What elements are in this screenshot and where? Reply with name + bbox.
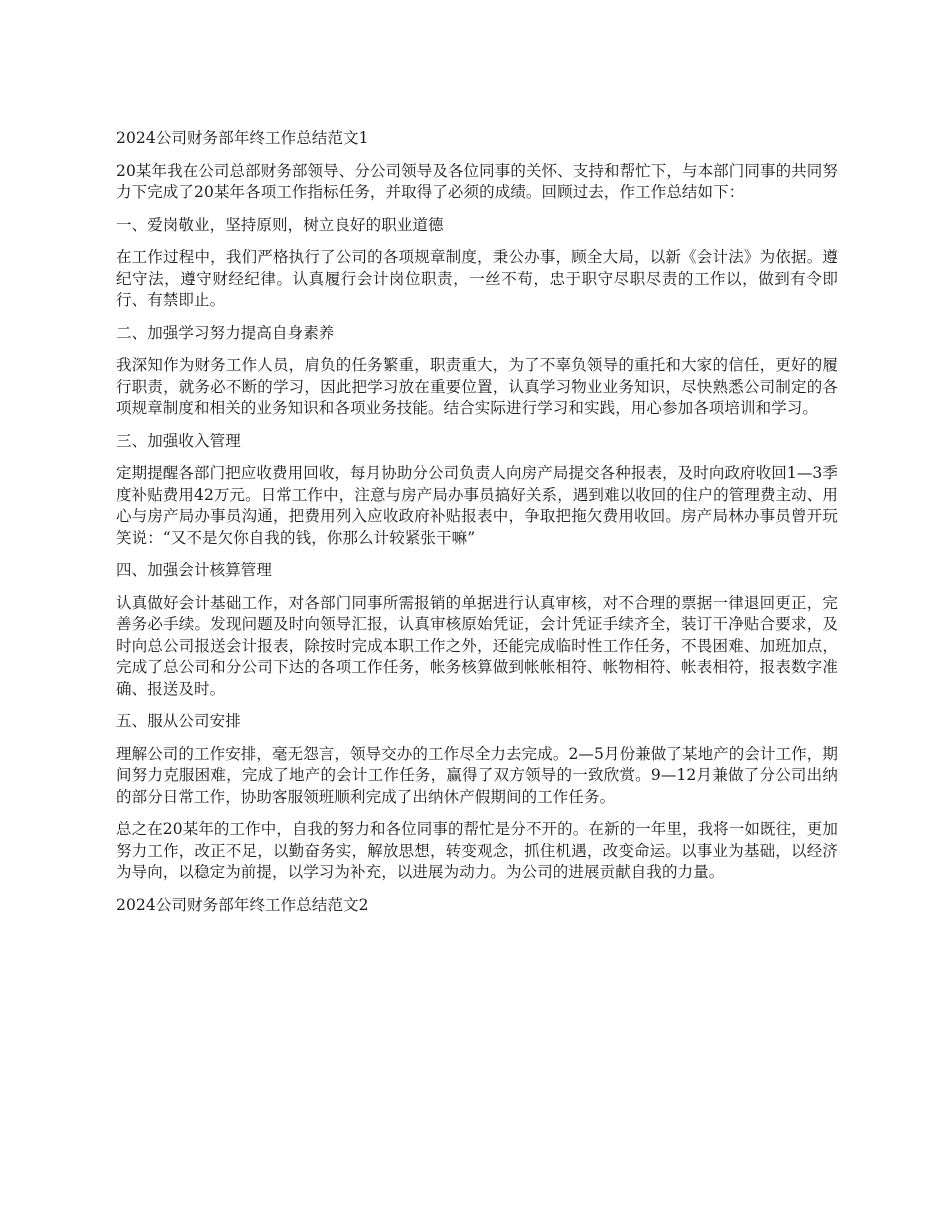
- section-heading-3: 三、加强收入管理: [116, 431, 241, 450]
- section-heading-4: 四、加强会计核算管理: [116, 561, 273, 579]
- section-heading-1: 一、爱岗敬业，坚持原则，树立良好的职业道德: [116, 215, 444, 234]
- section-heading-2: 二、加强学习努力提高自身素养: [116, 323, 335, 342]
- section-paragraph-2: 我深知作为财务工作人员，肩负的任务繁重，职责重大，为了不辜负领导的重托和大家的信任，更好的履行职责，就务必不断的学习，因此把学习放在重要位置，认真学习物业业务知识，尽快熟悉公司制定的各项规章制度和相关的业务知识和各项业务技能。结合实际进行学习和实践，用心参加各项培训和学习。: [116, 356, 838, 417]
- intro-paragraph: 20某年我在公司总部财务部领导、分公司领导及各位同事的关怀、支持和帮忙下，与本部门同事的共同努力下完成了20某年各项工作指标任务，并取得了必须的成绩。回顾过去，作工作总结如下：: [116, 161, 838, 201]
- document-page: [116, 128, 838, 927]
- next-document-title: 2024公司财务部年终工作总结范文2: [116, 895, 369, 914]
- section-heading-5: 五、服从公司安排: [116, 712, 241, 730]
- section-paragraph-5: 理解公司的工作安排，毫无怨言，领导交办的工作尽全力去完成。2—5月份兼做了某地产的会计工作，期间努力克服困难，完成了地产的会计工作任务，赢得了双方领导的一致欣赏。9—12月兼做了分公司出纳的部分日常工作，协助客服领班顺利完成了出纳休产假期间的工作任务。: [116, 744, 838, 806]
- section-paragraph-4: 认真做好会计基础工作，对各部门同事所需报销的单据进行认真审核，对不合理的票据一律退回更正，完善务必手续。发现问题及时向领导汇报，认真审核原始凭证，会计凭证手续齐全，装订干净贴合要求，及时向总公司报送会计报表，除按时完成本职工作之外，还能完成临时性工作任务，不畏困难、加班加点，完成了总公司和分公司下达的各项工作任务，帐务核算做到帐帐相符、帐物相符、帐表相符，报表数字准确、报送及时。: [116, 593, 838, 698]
- section-paragraph-1: 在工作过程中，我们严格执行了公司的各项规章制度，秉公办事，顾全大局，以新《会计法》为依据。遵纪守法，遵守财经纪律。认真履行会计岗位职责，一丝不苟，忠于职守尽职尽责的工作以，做到有令即行、有禁即止。: [116, 248, 838, 309]
- section-paragraph-3: 定期提醒各部门把应收费用回收，每月协助分公司负责人向房产局提交各种报表，及时向政府收回1—3季度补贴费用42万元。日常工作中，注意与房产局办事员搞好关系，遇到难以收回的住户的管理费主动、用心与房产局办事员沟通，把费用列入应收政府补贴报表中，争取把拖欠费用收回。房产局林办事员曾开玩笑说：“又不是欠你自我的钱，你那么计较紧张干嘛”: [116, 464, 838, 547]
- document-title: 2024公司财务部年终工作总结范文1: [116, 129, 369, 147]
- conclusion-paragraph: 总之在20某年的工作中，自我的努力和各位同事的帮忙是分不开的。在新的一年里，我将一如既往，更加努力工作，改正不足，以勤奋务实，解放思想，转变观念，抓住机遇，改变命运。以事业为基础，以经济为导向，以稳定为前提，以学习为补充，以进展为动力。为公司的进展贡献自我的力量。: [116, 820, 838, 881]
